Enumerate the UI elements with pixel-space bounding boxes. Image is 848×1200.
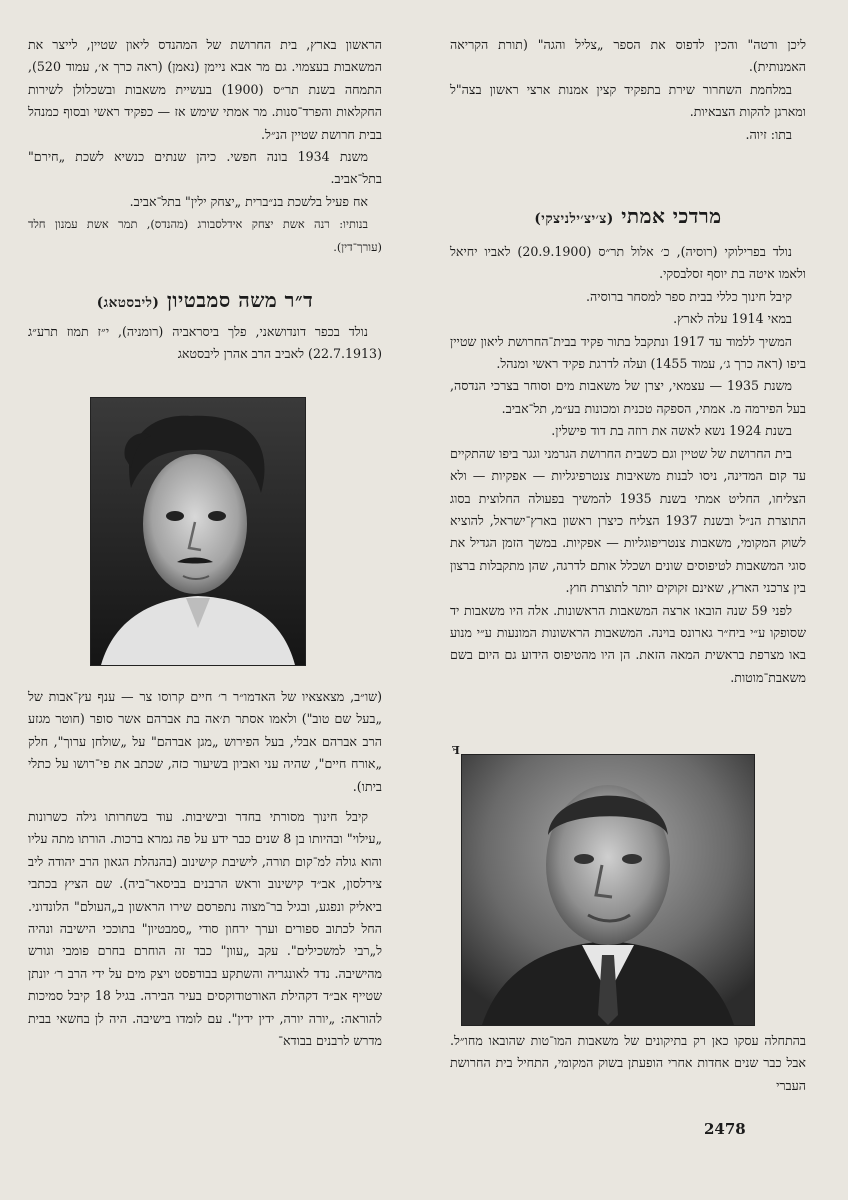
- heading-alias: (ליבסטאג): [96, 295, 160, 312]
- left-top-paragraph: בנותיו: רנה אשת יצחק אידלסבורג (מהנדס), תמר אשת עמנון חלד (עורך־דין).: [28, 217, 382, 254]
- left-top-paragraph: משנת 1934 בונה חפשי. כיהן שנתים כנשיא לשכת „חירם" בתל־אביב.: [28, 149, 382, 187]
- article-paragraph: במאי 1914 עלה לארץ.: [673, 311, 792, 327]
- heading-name: מרדכי אמתי: [621, 204, 722, 229]
- portrait-photo-amitai: [461, 754, 755, 1026]
- left-lower-block: [28, 686, 382, 1053]
- intro-paragraph-1: ליכן ורטה" והכין לדפוס את הספר „צליל והגה" (תורת הקריאה האמנותית).: [450, 37, 806, 75]
- heading-name: ד״ר משה סמבטיון: [166, 288, 314, 313]
- article-paragraph: קיבל חינוך כללי בבית ספר למסחר ברוסיה.: [586, 288, 792, 304]
- left-top-paragraph: הראשון בארץ, בית החרושת של המהנדס ליאון שטיין, לייצר את המשאבות בעצמוי. גם מר אבא ניימן (נאמן) (ראה כרך א׳, עמוד 520), התמחה בשנת תר״ס (1900) בעשיית משאבות ובשכלולן לשירות החקלאות והפרד־סנות. מר אמתי שימש אז — כפקיד ראשי ובסוף כמנהל בבית חרושת שטיין הנ״ל.: [28, 37, 383, 142]
- page-number: 2478: [704, 1120, 746, 1138]
- article-paragraph: משנת 1935 — עצמאי, יצרן של משאבות מים וסוחר בצרכי הנדסה, בעל הפירמה מ. אמתי, הספקה טכנית ומכונות בע״מ, תל־אביב.: [450, 378, 806, 416]
- intro-paragraph-2: במלחמת השחרור שירת בתפקיד קצין אמנות ארצי ראשון בצה"ל ומארגן להקות הצבאיות.: [450, 81, 806, 120]
- article-heading-sambatyon: [28, 288, 382, 313]
- article-paragraph: המשיך ללמוד עד 1917 ונתקבל בתור פקיד בבית־החרושת ליאון שטיין ביפו (ראה כרך ג׳, עמוד 1455) ועלה לדרגת פקיד ראשי ומנהל.: [450, 333, 806, 372]
- left-top-paragraph: אח פעיל בלשכת בנ״ברית „יצחק ילין" בתל־אביב.: [129, 193, 368, 209]
- birth-paragraph: נולד בכפר דונדושאני, פלך ביסראביה (רומניה), י״ז תמוז תרע״ג (22.7.1913) לאביב הרב אהרן ליבסטאג: [28, 324, 382, 362]
- heading-alias: (צ׳יצ׳ילניצקי): [534, 211, 614, 228]
- left-lower-paragraph: קיבל חינוך מסורתי בחדר ובישיבות. עוד בשחרותו גילה כשרונות „עילוי" ובהיותו בן 8 שנים כבר ידע על פה גמרא ברכות. הורתו מתה עליו והוא גולה למ־קום תורה, לישיבת קישינוב (בהנהלת הגאון הרב יהודה ליב צירלסון, אב״ד קישינוב וראש הרבנים בביסאר־ביה). שם הציץ בכתבי ביאליק ונפגע, ובגיל בר־מצוה נתפרסם שירו הראשון ב„העולם" הלונדוני. החל לכתוב ספורים וערך ירחון סודי „סמבטיון" בתוככי הישיבה ונהיה ל„רבי למשכילים". עקב „עוון" כבד זה הוחרם בחרם פומבי וגורש מהישיבה. נדד לאונגריה והשתקע בבודפסט ויצק מים על ידי הרב ר׳ יונתן שטייף אב״ד דקהילת האורטודוקסים בעיר הבירה. בגיל 18 קיבל סמיכות להוראה: „יורה יורה, ידין ידין". עם לומדו בישיבה. היה לן בחשאי בבית מדרש לרבנים בבודא־: [28, 809, 382, 1049]
- print-mark: ꟻ: [452, 744, 460, 757]
- left-column: [28, 34, 382, 366]
- right-column: [450, 34, 806, 689]
- portrait-photo-sambatyon: [90, 397, 306, 666]
- article-paragraph: לפני 59 שנה הובאו ארצה המשאבות הראשונות. אלה היו משאבות יד שסופקו ע״י ביח״ר גארונס בוינה. המשאבות הראשונות המונעות ע״י מנוע באו מצרפת בראשית המאה הזאת. הן היו מהטיפוס הידוע גם היום בשם משאבת־מוטות.: [450, 602, 806, 685]
- left-lower-paragraph: (שו״ב, מצאצאיו של האדמו״ר ר׳ חיים קרוסו צר — ענף עץ־אבות של „בעל שם טוב") ולאמו אסתר ת׳אה בת אברהם אשר סופר (חוטר מגזע הרב אברהם אבלי, בעל הפירוש „מגן אברהם" על „שולחן ערוך", חלק „אורח חיים", שהיה עני ואביון בשיעור כזה, שכתב את פי־רושו על כתלי ביתו).: [28, 689, 382, 794]
- article-paragraph: בית החרושת של שטיין וגם כשבית החרושת הגרמני וגגר ביפו שהתקיים עד קום המדינה, ניסו לבנות משאיבות צנטרפיגליות — אפקיות — ולא הצליחו, החליט אמתי בשנת 1935 להמשיך בפעולה החלוצית בסוג התוצרת הנ״ל ובשנת 1937 הצליח כיצרן ראשון בארץ־ישראל, להוציא לשוק המקומי, משאבות צנטריפוגליות — אפקיות. במשך הזמן הגדיל את סוגי המשאבות לטיפוסים שונים ושכלל אותם לדרגה, שהן מתקבלות ברצון בין צרכני הארץ, שאינם זקוקים יותר לתוצרת חוץ.: [450, 445, 807, 596]
- bottom-paragraph: בהתחלה עסקו כאן רק בתיקונים של משאבות המו־טות שהובאו מחו״ל. אבל כבר שנים אחדות אחרי הופעתן בשוק המקומי, התחיל בית החרושת העברי: [450, 1033, 806, 1093]
- article-heading-amitai: [450, 204, 806, 229]
- article-paragraph: בשנת 1924 נשא לאשה את רוזה בת דוד פישלין.: [551, 423, 792, 439]
- article-paragraph: נולד בפרילוקי (רוסיה), כ׳ אלול תר״ס (20.9.1900) לאביו יחיאל ולאמו איטה בת יוסף זסלבסקי.: [450, 244, 806, 282]
- intro-paragraph-3: בתו: זיוה.: [745, 126, 792, 142]
